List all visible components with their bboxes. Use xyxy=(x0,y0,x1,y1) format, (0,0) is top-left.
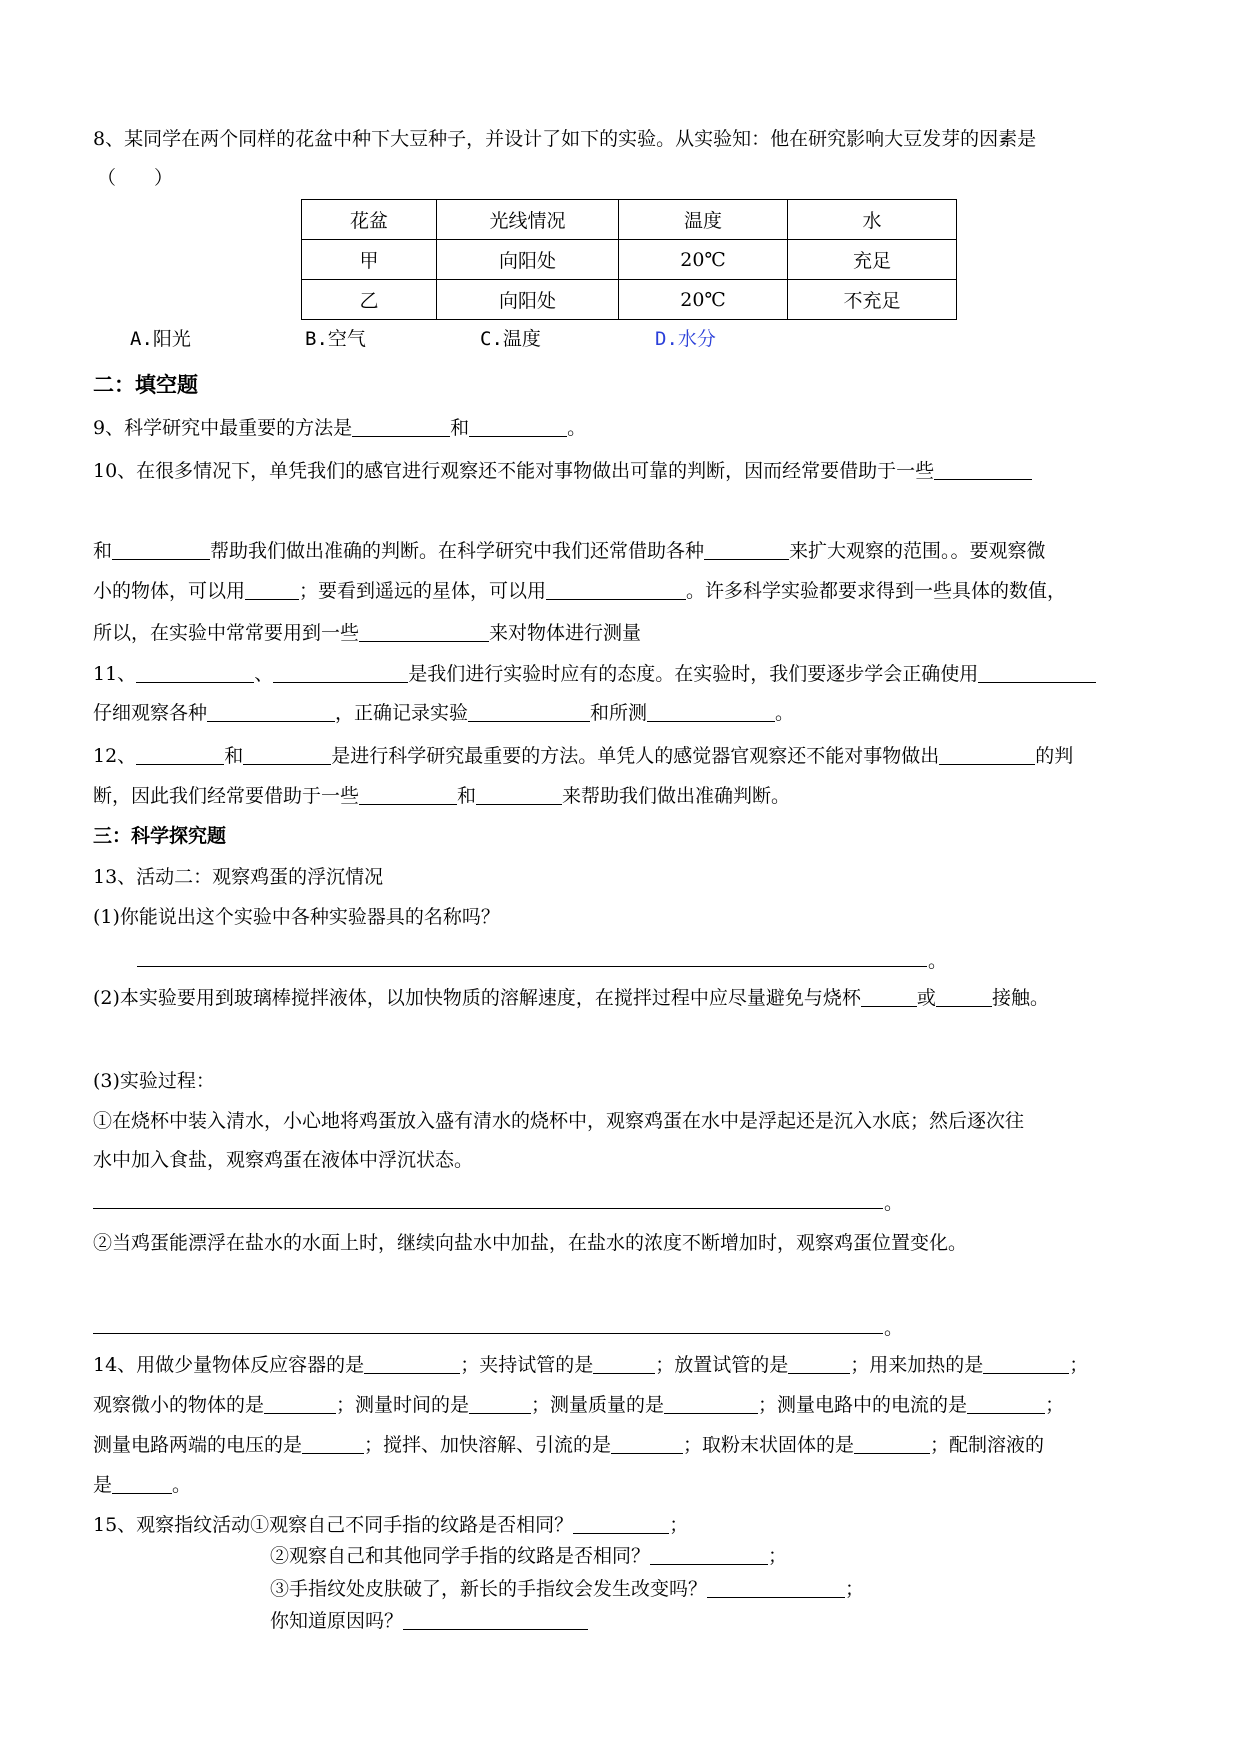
q15-line-1 xyxy=(93,1512,688,1538)
q13-part-2 xyxy=(93,985,1049,1011)
q12-blank-2[interactable] xyxy=(243,744,331,765)
q14-blank-5[interactable] xyxy=(264,1393,336,1414)
q15-line-4 xyxy=(270,1608,588,1634)
section-title-fill-in: 二：填空题 xyxy=(93,373,198,397)
q10-line-2 xyxy=(93,538,1046,564)
q15-semi-2: ； xyxy=(768,1545,788,1567)
table-cell: 20℃ xyxy=(619,280,788,320)
q14-text-h: ；测量质量的是 xyxy=(531,1394,665,1416)
q13-period-2: 。 xyxy=(884,1192,904,1214)
q12-blank-1[interactable] xyxy=(136,744,224,765)
q12-blank-5[interactable] xyxy=(476,784,562,805)
q11-line-1 xyxy=(93,661,1096,687)
q11-blank-3[interactable] xyxy=(978,662,1096,683)
option-d[interactable]: D.水分 xyxy=(655,328,716,350)
q15-text-b: ②观察自己和其他同学手指的纹路是否相同？ xyxy=(270,1545,651,1567)
q15-blank-4[interactable] xyxy=(403,1609,588,1630)
table-header: 花盆 xyxy=(302,200,437,240)
q14-line-3 xyxy=(93,1432,1044,1458)
table-cell: 乙 xyxy=(302,280,437,320)
q14-text-k: 测量电路两端的电压的是 xyxy=(93,1434,303,1456)
table-cell: 不充足 xyxy=(788,280,957,320)
q15-semi-3: ； xyxy=(845,1578,865,1600)
q14-text-n: ；配制溶液的 xyxy=(930,1434,1045,1456)
q12-and: 和 xyxy=(224,745,244,767)
q14-text-j: ； xyxy=(1045,1394,1065,1416)
q14-line-2 xyxy=(93,1392,1064,1418)
q13-blank-1[interactable] xyxy=(861,986,917,1007)
option-b[interactable]: B.空气 xyxy=(305,328,366,350)
table-cell: 20℃ xyxy=(619,240,788,280)
q13-part-3: (3)实验过程： xyxy=(93,1070,215,1092)
q8-answer-paren: （ ） xyxy=(97,167,174,189)
q11-blank-4[interactable] xyxy=(207,701,335,722)
q13-part-1: (1)你能说出这个实验中各种实验器具的名称吗？ xyxy=(93,906,500,928)
table-header: 温度 xyxy=(619,200,788,240)
q14-text-m: ；取粉末状固体的是 xyxy=(683,1434,855,1456)
q10-blank-4[interactable] xyxy=(245,579,299,600)
q14-blank-12[interactable] xyxy=(112,1473,172,1494)
q13-or: 或 xyxy=(916,987,936,1009)
q14-text-p: 。 xyxy=(172,1474,192,1496)
q13-answer-line-2[interactable] xyxy=(93,1208,883,1209)
q11-blank-2[interactable] xyxy=(273,662,408,683)
q14-text-c: ；放置试管的是 xyxy=(655,1354,789,1376)
table-row xyxy=(302,280,957,320)
q13-title: 13、活动二：观察鸡蛋的浮沉情况 xyxy=(93,866,384,888)
q10-blank-3[interactable] xyxy=(704,539,789,560)
q15-text-d: 你知道原因吗？ xyxy=(270,1610,404,1632)
q13-step-1b: 水中加入食盐，观察鸡蛋在液体中浮沉状态。 xyxy=(93,1149,474,1171)
q14-blank-1[interactable] xyxy=(364,1353,460,1374)
q9-line xyxy=(93,415,586,441)
q14-blank-4[interactable] xyxy=(983,1353,1069,1374)
q15-line-2 xyxy=(270,1543,787,1569)
table-cell: 充足 xyxy=(788,240,957,280)
q10-text-4b: 来对物体进行测量 xyxy=(489,622,642,644)
q10-blank-1[interactable] xyxy=(934,459,1032,480)
q12-blank-4[interactable] xyxy=(359,784,457,805)
q11-text-2: 仔细观察各种 xyxy=(93,702,208,724)
q11-text-1: 是我们进行实验时应有的态度。在实验时，我们要逐步学会正确使用 xyxy=(408,663,979,685)
q15-blank-3[interactable] xyxy=(707,1577,845,1598)
table-row xyxy=(302,240,957,280)
table-cell: 向阳处 xyxy=(437,240,619,280)
q15-blank-2[interactable] xyxy=(650,1544,768,1565)
q10-text-3b: ；要看到遥远的星体，可以用 xyxy=(299,580,547,602)
q14-text-d: ；用来加热的是 xyxy=(850,1354,984,1376)
q14-blank-11[interactable] xyxy=(854,1433,930,1454)
q11-text-4: 和所测 xyxy=(590,702,648,724)
q9-blank-1[interactable] xyxy=(352,416,450,437)
q14-text-b: ；夹持试管的是 xyxy=(460,1354,594,1376)
option-a[interactable]: A.阳光 xyxy=(130,328,191,350)
q8-table xyxy=(301,199,957,320)
q14-blank-9[interactable] xyxy=(302,1433,364,1454)
table-header: 光线情况 xyxy=(437,200,619,240)
q14-text-l: ；搅拌、加快溶解、引流的是 xyxy=(364,1434,612,1456)
q10-line-1 xyxy=(93,458,1032,484)
q14-line-1 xyxy=(93,1352,1088,1378)
q9-text: 9、科学研究中最重要的方法是 xyxy=(93,417,353,439)
q10-text-3a: 小的物体，可以用 xyxy=(93,580,246,602)
q12-text-3: 断，因此我们经常要借助于一些 xyxy=(93,785,360,807)
q14-text-e: ； xyxy=(1069,1354,1089,1376)
q14-blank-10[interactable] xyxy=(611,1433,683,1454)
q13-text-2a: (2)本实验要用到玻璃棒搅拌液体，以加快物质的溶解速度，在搅拌过程中应尽量避免与烧杯 xyxy=(93,987,861,1009)
q8-text: 8、某同学在两个同样的花盆中种下大豆种子，并设计了如下的实验。从实验知：他在研究影响大豆发芽的因素是 xyxy=(93,128,1037,150)
q14-blank-6[interactable] xyxy=(469,1393,531,1414)
q10-text-3c: 。许多科学实验都要求得到一些具体的数值， xyxy=(686,580,1067,602)
q13-answer-line-1[interactable] xyxy=(137,966,927,967)
q14-text-f: 观察微小的物体的是 xyxy=(93,1394,265,1416)
q14-blank-2[interactable] xyxy=(593,1353,655,1374)
q11-num: 11、 xyxy=(93,663,137,685)
q15-text-a: 15、观察指纹活动①观察自己不同手指的纹路是否相同？ xyxy=(93,1514,574,1536)
q10-text-2c: 来扩大观察的范围。。要观察微 xyxy=(789,540,1046,562)
q13-period-3: 。 xyxy=(884,1317,904,1339)
q10-text-4a: 所以，在实验中常常要用到一些 xyxy=(93,622,360,644)
q11-blank-1[interactable] xyxy=(136,662,254,683)
table-cell: 甲 xyxy=(302,240,437,280)
q9-period: 。 xyxy=(567,417,587,439)
q10-line-3 xyxy=(93,578,1066,604)
q13-step-1a: ①在烧杯中装入清水，小心地将鸡蛋放入盛有清水的烧杯中，观察鸡蛋在水中是浮起还是沉入水底；然后逐次往 xyxy=(93,1110,1025,1132)
table-cell: 向阳处 xyxy=(437,280,619,320)
q11-period: 。 xyxy=(775,702,795,724)
q12-line-1 xyxy=(93,743,1073,769)
section-title-inquiry: 三：科学探究题 xyxy=(93,825,227,847)
q15-blank-1[interactable] xyxy=(573,1513,669,1534)
q14-line-4 xyxy=(93,1472,191,1498)
q12-line-2 xyxy=(93,783,790,809)
q13-answer-line-3[interactable] xyxy=(93,1333,883,1334)
q11-text-3: ，正确记录实验 xyxy=(335,702,469,724)
q15-line-3 xyxy=(270,1576,864,1602)
q9-blank-2[interactable] xyxy=(469,416,567,437)
q12-num: 12、 xyxy=(93,745,137,767)
q14-blank-3[interactable] xyxy=(788,1353,850,1374)
q9-and: 和 xyxy=(450,417,470,439)
q15-text-c: ③手指纹处皮肤破了，新长的手指纹会发生改变吗？ xyxy=(270,1578,708,1600)
q13-text-2c: 接触。 xyxy=(991,987,1049,1009)
q10-text-2b: 帮助我们做出准确的判断。在科学研究中我们还常借助各种 xyxy=(210,540,705,562)
option-c[interactable]: C.温度 xyxy=(480,328,541,350)
q13-blank-2[interactable] xyxy=(936,986,992,1007)
q12-blank-3[interactable] xyxy=(939,744,1035,765)
q10-text-2a: 和 xyxy=(93,540,113,562)
q13-step-2: ②当鸡蛋能漂浮在盐水的水面上时，继续向盐水中加盐，在盐水的浓度不断增加时，观察鸡蛋位置变化。 xyxy=(93,1232,968,1254)
q10-blank-6[interactable] xyxy=(359,621,489,642)
q10-blank-2[interactable] xyxy=(112,539,210,560)
q11-line-2 xyxy=(93,700,794,726)
q14-text-o: 是 xyxy=(93,1474,113,1496)
q10-blank-5[interactable] xyxy=(546,579,686,600)
q14-blank-7[interactable] xyxy=(664,1393,758,1414)
q10-text-1: 10、在很多情况下，单凭我们的感官进行观察还不能对事物做出可靠的判断，因而经常要借助于一些 xyxy=(93,460,935,482)
q10-line-4 xyxy=(93,620,641,646)
q12-text-1: 是进行科学研究最重要的方法。单凭人的感觉器官观察还不能对事物做出 xyxy=(331,745,940,767)
q13-period-1: 。 xyxy=(928,950,948,972)
q11-blank-5[interactable] xyxy=(468,701,590,722)
q14-blank-8[interactable] xyxy=(967,1393,1045,1414)
table-header: 水 xyxy=(788,200,957,240)
q11-sep: 、 xyxy=(254,663,274,685)
q14-text-g: ；测量时间的是 xyxy=(336,1394,470,1416)
q12-text-2: 的判 xyxy=(1035,745,1074,767)
q11-blank-6[interactable] xyxy=(647,701,775,722)
q12-and-2: 和 xyxy=(457,785,477,807)
q12-text-4: 来帮助我们做出准确判断。 xyxy=(562,785,791,807)
q14-text-i: ；测量电路中的电流的是 xyxy=(758,1394,968,1416)
q15-semi-1: ； xyxy=(669,1514,689,1536)
table-header-row xyxy=(302,200,957,240)
q14-text-a: 14、用做少量物体反应容器的是 xyxy=(93,1354,365,1376)
